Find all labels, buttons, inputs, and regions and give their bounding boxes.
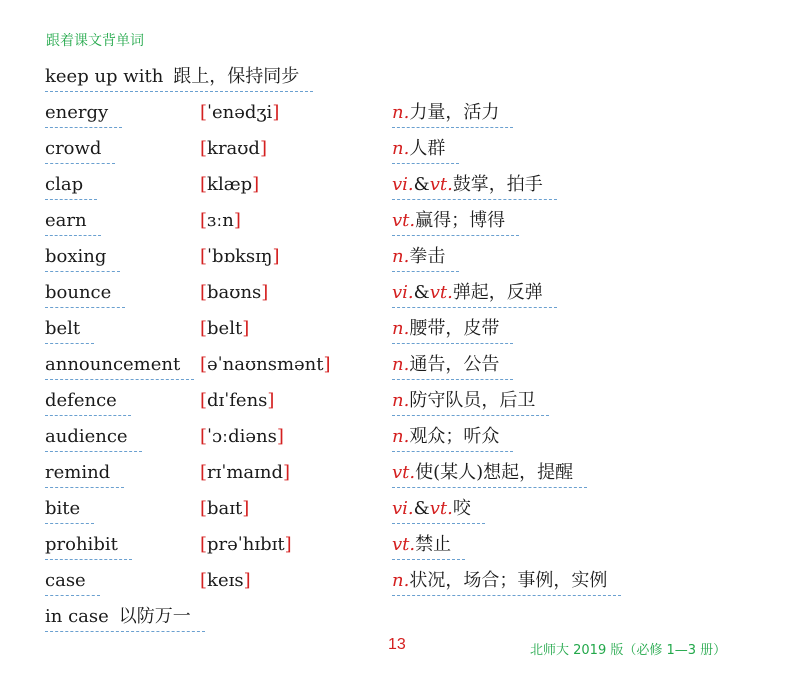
definition-text: 禁止	[415, 534, 452, 555]
definition-text: 人群	[409, 138, 446, 159]
vocab-word: earn	[45, 209, 101, 236]
vocab-phonetic	[200, 317, 249, 341]
phonetic-text: dɪˈfens	[207, 390, 268, 411]
vocab-row	[0, 209, 787, 239]
definition-text: 腰带，皮带	[409, 318, 500, 339]
phonetic-text: keɪs	[207, 570, 244, 591]
pos-joiner: &	[413, 282, 430, 303]
part-of-speech: n.	[392, 318, 410, 339]
vocab-definition	[392, 173, 557, 200]
pos-joiner: &	[413, 498, 430, 519]
part-of-speech: n.	[392, 246, 410, 267]
phonetic-text: kraʊd	[207, 138, 260, 159]
phonetic-text: baɪt	[207, 498, 243, 519]
phrase-definition: 跟上，保持同步	[173, 66, 300, 87]
bracket-open: [	[200, 354, 208, 375]
bracket-open: [	[200, 462, 208, 483]
vocab-phonetic	[200, 101, 279, 125]
phrase-entry	[45, 605, 205, 632]
vocab-row	[0, 461, 787, 491]
vocab-definition	[392, 209, 519, 236]
vocab-phonetic	[200, 389, 274, 413]
part-of-speech: n.	[392, 390, 410, 411]
vocab-row	[0, 497, 787, 527]
part-of-speech: vt.	[429, 282, 453, 303]
bracket-open: [	[200, 210, 208, 231]
vocab-definition	[392, 461, 587, 488]
vocab-definition	[392, 281, 557, 308]
bracket-close: ]	[284, 534, 292, 555]
part-of-speech: vi.	[392, 498, 414, 519]
vocab-definition	[392, 425, 513, 452]
bracket-open: [	[200, 102, 208, 123]
vocab-word: boxing	[45, 245, 120, 272]
vocab-word: bounce	[45, 281, 125, 308]
bracket-open: [	[200, 174, 208, 195]
vocab-row	[0, 101, 787, 131]
definition-text: 咬	[452, 498, 471, 519]
vocab-row	[0, 425, 787, 455]
part-of-speech: n.	[392, 426, 410, 447]
vocab-definition	[392, 533, 465, 560]
bracket-close: ]	[272, 246, 280, 267]
bracket-close: ]	[259, 138, 267, 159]
phonetic-text: belt	[207, 318, 243, 339]
phonetic-text: ˈenədʒi	[207, 102, 273, 123]
definition-text: 赢得；博得	[415, 210, 506, 231]
definition-text: 观众；听众	[409, 426, 500, 447]
vocab-word: announcement	[45, 353, 194, 380]
vocab-phonetic	[200, 209, 241, 233]
bracket-close: ]	[272, 102, 280, 123]
phonetic-text: ˈbɒksɪŋ	[207, 246, 273, 267]
bracket-open: [	[200, 426, 208, 447]
part-of-speech: vi.	[392, 174, 414, 195]
vocab-row	[0, 173, 787, 203]
page-number: 13	[388, 636, 406, 653]
part-of-speech: vt.	[392, 534, 416, 555]
vocab-definition	[392, 245, 459, 272]
vocab-row	[0, 389, 787, 419]
vocab-row	[0, 245, 787, 275]
vocab-word: audience	[45, 425, 142, 452]
vocab-word: remind	[45, 461, 124, 488]
vocab-definition	[392, 137, 459, 164]
vocab-phonetic	[200, 173, 259, 197]
vocab-definition	[392, 497, 485, 524]
bracket-close: ]	[267, 390, 275, 411]
vocab-definition	[392, 101, 513, 128]
vocab-row	[0, 317, 787, 347]
part-of-speech: n.	[392, 102, 410, 123]
bracket-close: ]	[323, 354, 331, 375]
definition-text: 拳击	[409, 246, 446, 267]
bracket-open: [	[200, 318, 208, 339]
vocab-row	[0, 569, 787, 599]
bracket-open: [	[200, 282, 208, 303]
phonetic-text: ˈɔːdiəns	[207, 426, 277, 447]
bracket-close: ]	[252, 174, 260, 195]
bracket-open: [	[200, 246, 208, 267]
vocab-word: case	[45, 569, 100, 596]
phonetic-text: ɜːn	[207, 210, 234, 231]
phrase-text: keep up with	[45, 66, 164, 87]
definition-text: 防守队员，后卫	[409, 390, 536, 411]
vocab-phonetic	[200, 353, 331, 377]
bracket-open: [	[200, 498, 208, 519]
section-header: 跟着课文背单词	[46, 33, 144, 49]
vocab-definition	[392, 389, 549, 416]
vocab-word: clap	[45, 173, 97, 200]
definition-text: 通告，公告	[409, 354, 500, 375]
vocab-row	[0, 281, 787, 311]
edition-label: 北师大 2019 版（必修 1—3 册）	[530, 643, 727, 658]
vocab-definition	[392, 317, 513, 344]
phrase-row	[0, 65, 787, 95]
vocab-row	[0, 533, 787, 563]
phrase-text: in case	[45, 606, 109, 627]
part-of-speech: n.	[392, 570, 410, 591]
part-of-speech: vt.	[392, 210, 416, 231]
part-of-speech: vi.	[392, 282, 414, 303]
phrase-row	[0, 605, 787, 635]
vocab-phonetic	[200, 137, 267, 161]
definition-text: 状况，场合；事例，实例	[409, 570, 608, 591]
vocab-word: prohibit	[45, 533, 132, 560]
bracket-open: [	[200, 570, 208, 591]
vocab-phonetic	[200, 461, 290, 485]
bracket-close: ]	[242, 498, 250, 519]
phonetic-text: prəˈhɪbɪt	[207, 534, 285, 555]
phonetic-text: rɪˈmaɪnd	[207, 462, 284, 483]
vocab-phonetic	[200, 497, 249, 521]
bracket-open: [	[200, 534, 208, 555]
part-of-speech: vt.	[429, 498, 453, 519]
vocab-word: crowd	[45, 137, 115, 164]
definition-text: 力量，活力	[409, 102, 500, 123]
pos-joiner: &	[413, 174, 430, 195]
vocab-phonetic	[200, 245, 280, 269]
vocab-phonetic	[200, 281, 268, 305]
bracket-close: ]	[283, 462, 291, 483]
vocab-phonetic	[200, 425, 284, 449]
bracket-close: ]	[233, 210, 241, 231]
part-of-speech: n.	[392, 138, 410, 159]
bracket-open: [	[200, 390, 208, 411]
phonetic-text: baʊns	[207, 282, 262, 303]
vocab-row	[0, 137, 787, 167]
bracket-close: ]	[243, 570, 251, 591]
vocab-row	[0, 353, 787, 383]
vocab-word: energy	[45, 101, 122, 128]
vocab-phonetic	[200, 569, 251, 593]
vocab-definition	[392, 569, 621, 596]
bracket-close: ]	[242, 318, 250, 339]
phrase-definition: 以防万一	[118, 606, 191, 627]
phonetic-text: əˈnaʊnsmənt	[207, 354, 324, 375]
vocab-definition	[392, 353, 513, 380]
phonetic-text: klæp	[207, 174, 253, 195]
bracket-close: ]	[261, 282, 269, 303]
vocab-word: bite	[45, 497, 94, 524]
vocab-word: defence	[45, 389, 131, 416]
vocab-word: belt	[45, 317, 94, 344]
part-of-speech: n.	[392, 354, 410, 375]
vocab-phonetic	[200, 533, 292, 557]
bracket-open: [	[200, 138, 208, 159]
part-of-speech: vt.	[429, 174, 453, 195]
phrase-entry	[45, 65, 313, 92]
definition-text: 使(某人)想起，提醒	[415, 462, 574, 483]
definition-text: 弹起，反弹	[452, 282, 543, 303]
definition-text: 鼓掌，拍手	[452, 174, 543, 195]
part-of-speech: vt.	[392, 462, 416, 483]
bracket-close: ]	[276, 426, 284, 447]
